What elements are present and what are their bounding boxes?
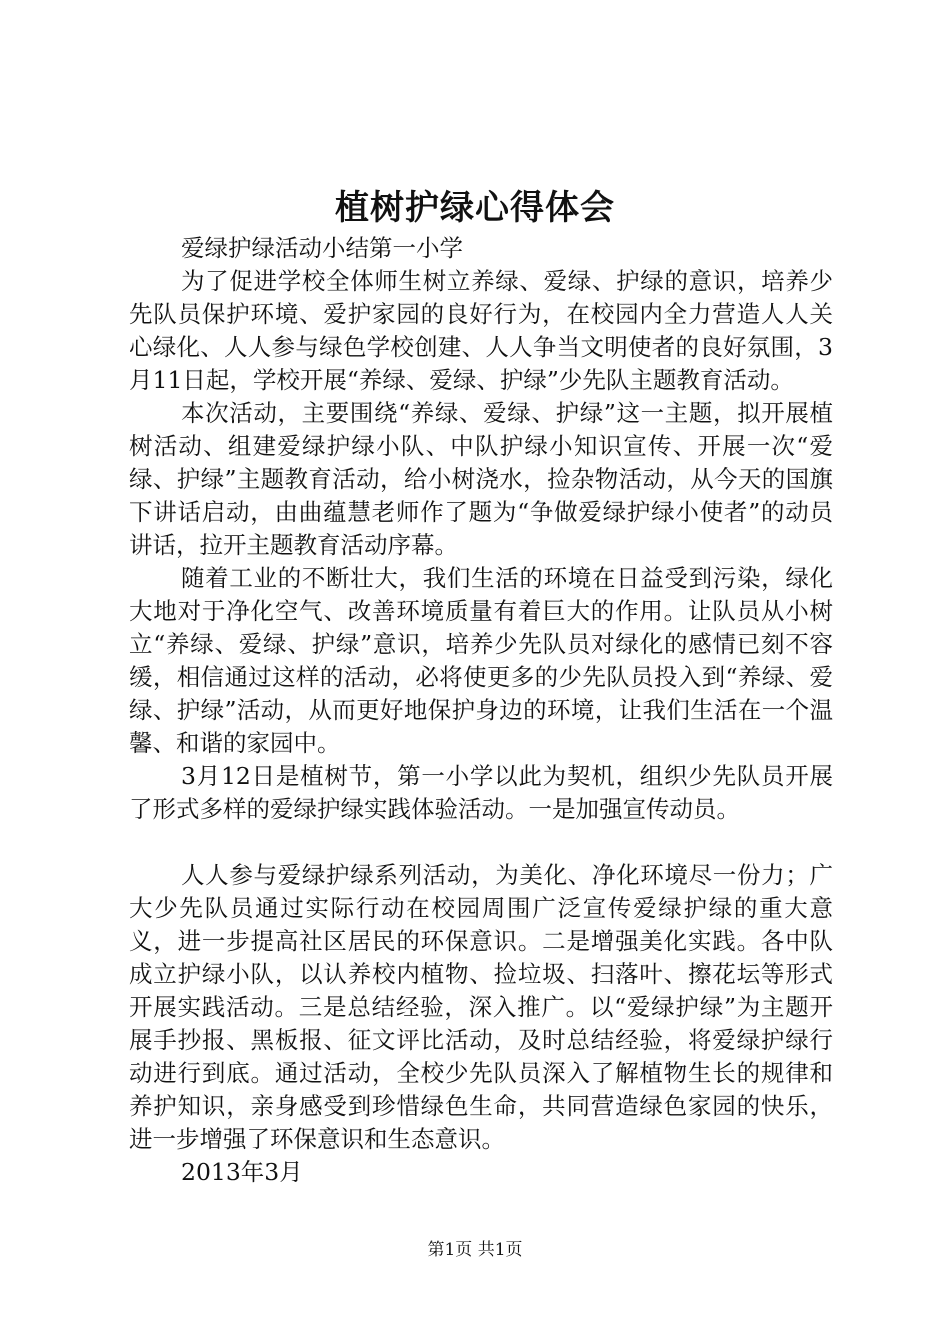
paragraph-1: 为了促进学校全体师生树立养绿、爱绿、护绿的意识，培养少先队员保护环境、爱护家园的良好行为，在校园内全力营造人人关心绿化、人人参与绿色学校创建、人人争当文明使者的良好氛围，3月11日起，学校开展“养绿、爱绿、护绿”少先队主题教育活动。 xyxy=(129,267,833,394)
document-subtitle: 爱绿护绿活动小结第一小学 xyxy=(181,234,463,262)
paragraph-3: 随着工业的不断壮大，我们生活的环境在日益受到污染，绿化大地对于净化空气、改善环境质量有着巨大的作用。让队员从小树立“养绿、爱绿、护绿”意识，培养少先队员对绿化的感情已刻不容缓，相信通过这样的活动，必将使更多的少先队员投入到“养绿、爱绿、护绿”活动，从而更好地保护身边的环境，让我们生活在一个温馨、和谐的家园中。 xyxy=(129,564,833,757)
paragraph-4: 3月12日是植树节，第一小学以此为契机，组织少先队员开展了形式多样的爱绿护绿实践体验活动。一是加强宣传动员。 xyxy=(129,762,833,823)
document-title: 植树护绿心得体会 xyxy=(335,188,615,228)
paragraph-5: 人人参与爱绿护绿系列活动，为美化、净化环境尽一份力；广大少先队员通过实际行动在校园周围广泛宣传爱绿护绿的重大意义，进一步提高社区居民的环保意识。二是增强美化实践。各中队成立护绿小队，以认养校内植物、捡垃圾、扫落叶、擦花坛等形式开展实践活动。三是总结经验，深入推广。以“爱绿护绿”为主题开展手抄报、黑板报、征文评比活动，及时总结经验，将爱绿护绿行动进行到底。通过活动，全校少先队员深入了解植物生长的规律和养护知识，亲身感受到珍惜绿色生命，共同营造绿色家园的快乐，进一步增强了环保意识和生态意识。 xyxy=(129,861,833,1153)
page-footer: 第1页 共1页 xyxy=(427,1240,523,1260)
document-date: 2013年3月 xyxy=(181,1158,303,1186)
paragraph-gap xyxy=(129,826,833,859)
paragraph-2: 本次活动，主要围绕“养绿、爱绿、护绿”这一主题，拟开展植树活动、组建爱绿护绿小队、中队护绿小知识宣传、开展一次“爱绿、护绿”主题教育活动，给小树浇水，捡杂物活动，从今天的国旗下讲话启动，由曲蕴慧老师作了题为“争做爱绿护绿小使者”的动员讲话，拉开主题教育活动序幕。 xyxy=(129,399,833,559)
document-body xyxy=(129,232,833,1189)
